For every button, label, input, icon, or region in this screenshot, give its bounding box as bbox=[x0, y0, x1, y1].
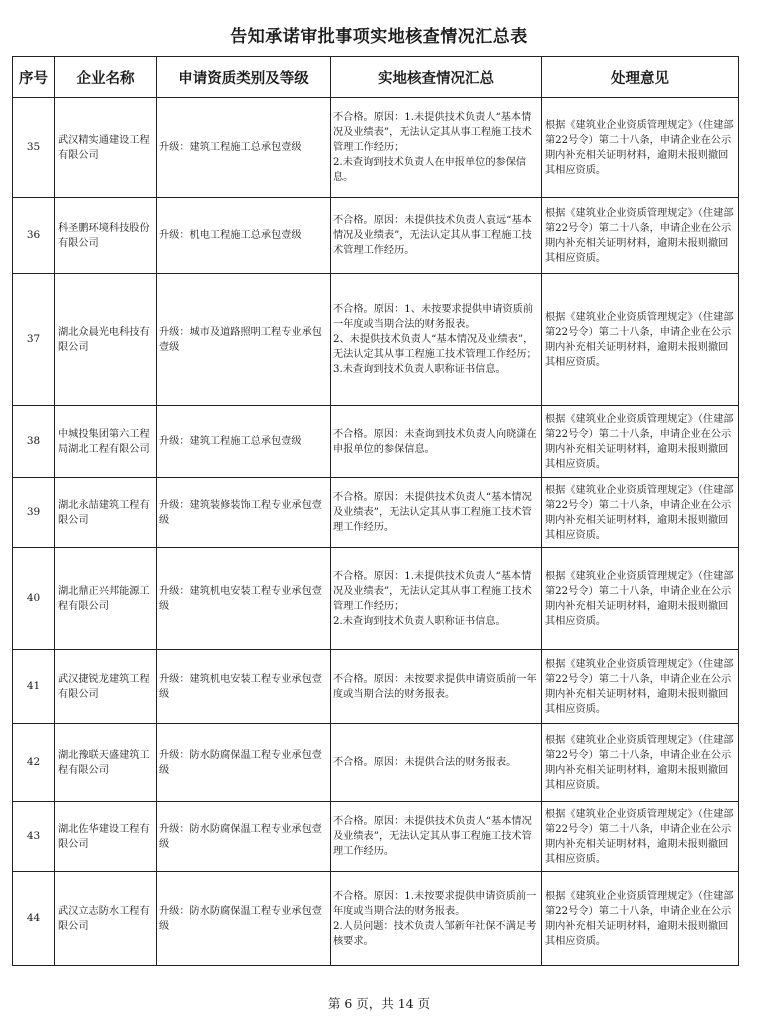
company-name: 湖北众晨光电科技有限公司 bbox=[55, 274, 157, 406]
handling-opinion: 根据《建筑业企业资质管理规定》（住建部第22号令）第二十八条，申请企业在公示期内补充相关证明材料，逾期未报则撤回其相应资质。 bbox=[542, 650, 739, 724]
company-name: 武汉捷锐龙建筑工程有限公司 bbox=[55, 650, 157, 724]
row-number: 37 bbox=[13, 274, 55, 406]
qualification: 升级：防水防腐保温工程专业承包壹级 bbox=[157, 802, 331, 872]
company-name: 湖北佐华建设工程有限公司 bbox=[55, 802, 157, 872]
inspection-summary: 不合格。原因：1、未按要求提供申请资质前一年度或当期合法的财务报表。 2、未提供技术负责人“基本情况及业绩表”，无法认定其从事工程施工技术管理工作经历； 3.未查询到技术负责人职称证书信息。 bbox=[331, 274, 542, 406]
qualification: 升级：建筑装修装饰工程专业承包壹级 bbox=[157, 478, 331, 548]
inspection-summary: 不合格。原因：1.未提供技术负责人“基本情况及业绩表”，无法认定其从事工程施工技术管理工作经历； 2.未查询到技术负责人职称证书信息。 bbox=[331, 548, 542, 650]
inspection-summary: 不合格。原因：未按要求提供申请资质前一年度或当期合法的财务报表。 bbox=[331, 650, 542, 724]
company-name: 湖北鼎正兴邦能源工程有限公司 bbox=[55, 548, 157, 650]
table-row bbox=[13, 872, 739, 966]
qualification: 升级：防水防腐保温工程专业承包壹级 bbox=[157, 724, 331, 802]
table-row bbox=[13, 650, 739, 724]
company-name: 武汉精实通建设工程有限公司 bbox=[55, 98, 157, 198]
qualification: 升级：机电工程施工总承包壹级 bbox=[157, 198, 331, 274]
row-number: 35 bbox=[13, 98, 55, 198]
handling-opinion: 根据《建筑业企业资质管理规定》（住建部第22号令）第二十八条，申请企业在公示期内补充相关证明材料，逾期未报则撤回其相应资质。 bbox=[542, 872, 739, 966]
qualification: 升级：建筑工程施工总承包壹级 bbox=[157, 98, 331, 198]
inspection-summary: 不合格。原因：未提供合法的财务报表。 bbox=[331, 724, 542, 802]
qualification: 升级：防水防腐保温工程专业承包壹级 bbox=[157, 872, 331, 966]
inspection-summary: 不合格。原因：未提供技术负责人袁远“基本情况及业绩表”，无法认定其从事工程施工技术管理工作经历。 bbox=[331, 198, 542, 274]
handling-opinion: 根据《建筑业企业资质管理规定》（住建部第22号令）第二十八条，申请企业在公示期内补充相关证明材料，逾期未报则撤回其相应资质。 bbox=[542, 98, 739, 198]
table-row bbox=[13, 478, 739, 548]
row-number: 43 bbox=[13, 802, 55, 872]
table-header-row bbox=[13, 57, 739, 98]
qualification: 升级：建筑工程施工总承包壹级 bbox=[157, 406, 331, 478]
row-number: 36 bbox=[13, 198, 55, 274]
company-name: 湖北豫联天盛建筑工程有限公司 bbox=[55, 724, 157, 802]
table-row bbox=[13, 802, 739, 872]
row-number: 39 bbox=[13, 478, 55, 548]
table-row bbox=[13, 274, 739, 406]
company-name: 湖北永喆建筑工程有限公司 bbox=[55, 478, 157, 548]
company-name: 中城投集团第六工程局湖北工程有限公司 bbox=[55, 406, 157, 478]
row-number: 40 bbox=[13, 548, 55, 650]
inspection-summary: 不合格。原因：未查询到技术负责人向晓潇在申报单位的参保信息。 bbox=[331, 406, 542, 478]
table-row bbox=[13, 724, 739, 802]
column-header-inspection: 实地核查情况汇总 bbox=[331, 57, 542, 98]
company-name: 科圣鹏环境科技股份有限公司 bbox=[55, 198, 157, 274]
handling-opinion: 根据《建筑业企业资质管理规定》（住建部第22号令）第二十八条，申请企业在公示期内补充相关证明材料，逾期未报则撤回其相应资质。 bbox=[542, 478, 739, 548]
row-number: 44 bbox=[13, 872, 55, 966]
handling-opinion: 根据《建筑业企业资质管理规定》（住建部第22号令）第二十八条，申请企业在公示期内补充相关证明材料，逾期未报则撤回其相应资质。 bbox=[542, 548, 739, 650]
handling-opinion: 根据《建筑业企业资质管理规定》（住建部第22号令）第二十八条，申请企业在公示期内补充相关证明材料，逾期未报则撤回其相应资质。 bbox=[542, 274, 739, 406]
row-number: 38 bbox=[13, 406, 55, 478]
inspection-summary: 不合格。原因：1.未按要求提供申请资质前一年度或当期合法的财务报表。 2.人员问题：技术负责人邹新年社保不满足考核要求。 bbox=[331, 872, 542, 966]
inspection-summary: 不合格。原因：1.未提供技术负责人“基本情况及业绩表”，无法认定其从事工程施工技术管理工作经历； 2.未查询到技术负责人在申报单位的参保信息。 bbox=[331, 98, 542, 198]
records-table bbox=[12, 56, 739, 966]
handling-opinion: 根据《建筑业企业资质管理规定》（住建部第22号令）第二十八条，申请企业在公示期内补充相关证明材料，逾期未报则撤回其相应资质。 bbox=[542, 802, 739, 872]
table-row bbox=[13, 548, 739, 650]
table-row bbox=[13, 98, 739, 198]
inspection-summary: 不合格。原因：未提供技术负责人“基本情况及业绩表”，无法认定其从事工程施工技术管理工作经历。 bbox=[331, 478, 542, 548]
column-header-qualification: 申请资质类别及等级 bbox=[157, 57, 331, 98]
column-header-company: 企业名称 bbox=[55, 57, 157, 98]
column-header-index: 序号 bbox=[13, 57, 55, 98]
qualification: 升级：建筑机电安装工程专业承包壹级 bbox=[157, 548, 331, 650]
inspection-summary: 不合格。原因：未提供技术负责人“基本情况及业绩表”，无法认定其从事工程施工技术管理工作经历。 bbox=[331, 802, 542, 872]
handling-opinion: 根据《建筑业企业资质管理规定》（住建部第22号令）第二十八条，申请企业在公示期内补充相关证明材料，逾期未报则撤回其相应资质。 bbox=[542, 198, 739, 274]
table-row bbox=[13, 406, 739, 478]
page-title: 告知承诺审批事项实地核查情况汇总表 bbox=[230, 27, 528, 47]
row-number: 42 bbox=[13, 724, 55, 802]
company-name: 武汉立志防水工程有限公司 bbox=[55, 872, 157, 966]
qualification: 升级：建筑机电安装工程专业承包壹级 bbox=[157, 650, 331, 724]
qualification: 升级：城市及道路照明工程专业承包壹级 bbox=[157, 274, 331, 406]
column-header-opinion: 处理意见 bbox=[542, 57, 739, 98]
page-number-footer: 第 6 页，共 14 页 bbox=[327, 996, 431, 1011]
row-number: 41 bbox=[13, 650, 55, 724]
table-row bbox=[13, 198, 739, 274]
handling-opinion: 根据《建筑业企业资质管理规定》（住建部第22号令）第二十八条，申请企业在公示期内补充相关证明材料，逾期未报则撤回其相应资质。 bbox=[542, 406, 739, 478]
handling-opinion: 根据《建筑业企业资质管理规定》（住建部第22号令）第二十八条，申请企业在公示期内补充相关证明材料，逾期未报则撤回其相应资质。 bbox=[542, 724, 739, 802]
